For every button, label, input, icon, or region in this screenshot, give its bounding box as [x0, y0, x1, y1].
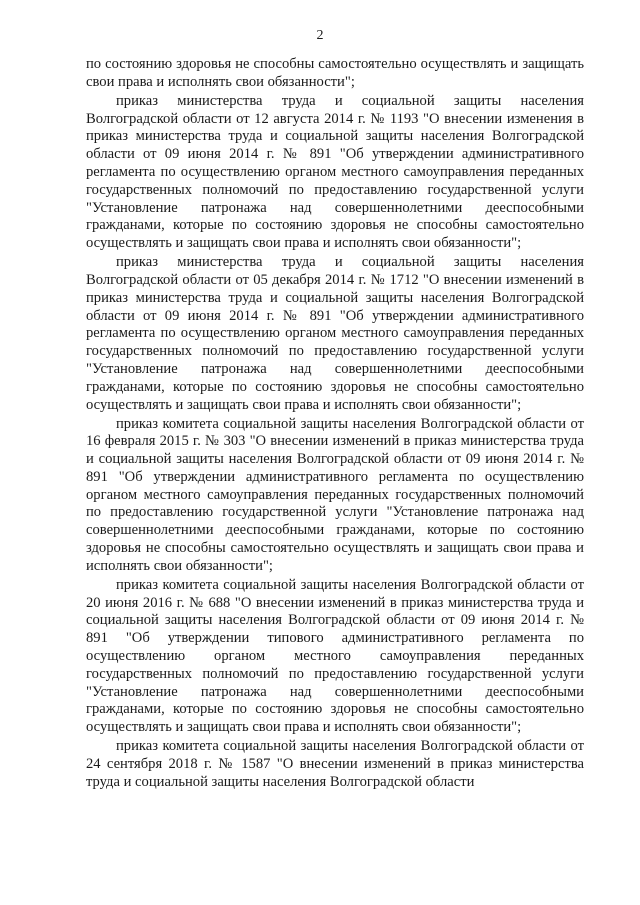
page-number: 2	[316, 28, 324, 43]
paragraph-order-1712: приказ министерства труда и социальной защиты населения Волгоградской области от 05 декабря 2014 г. № 1712 "О внесении изменений в приказ министерства труда и социальной защиты населения Волгоградской области от 09 июня 2014 г. № 891 "Об утверждении административного регламента по осуществлению органом местного самоуправления переданных государственных полномочий по предоставлению государственной услуги "Установление патронажа над совершеннолетними дееспособными гражданами, которые по состоянию здоровья не способны самостоятельно осуществлять и защищать свои права и исполнять свои обязанности";	[86, 254, 584, 413]
paragraph-order-303: приказ комитета социальной защиты населения Волгоградской области от 16 февраля 2015 г. № 303 "О внесении изменений в приказ министерства труда и социальной защиты населения Волгоградской области от 09 июня 2014 г. № 891 "Об утверждении административного регламента по осуществлению органом местного самоуправления переданных государственных полномочий по предоставлению государственной услуги "Установление патронажа над совершеннолетними дееспособными гражданами, которые по состоянию здоровья не способны самостоятельно осуществлять и защищать свои права и исполнять свои обязанности";	[86, 415, 584, 574]
paragraph-order-1193: приказ министерства труда и социальной защиты населения Волгоградской области от 12 августа 2014 г. № 1193 "О внесении изменения в приказ министерства труда и социальной защиты населения Волгоградской области от 09 июня 2014 г. № 891 "Об утверждении административного регламента по осуществлению органом местного самоуправления переданных государственных полномочий по предоставлению государственной услуги "Установление патронажа над совершеннолетними дееспособными гражданами, которые по состоянию здоровья не способны самостоятельно осуществлять и защищать свои права и исполнять свои обязанности";	[86, 92, 584, 252]
document-body	[86, 56, 584, 793]
paragraph-continuation: по состоянию здоровья не способны самостоятельно осуществлять и защищать свои права и исполнять свои обязанности";	[86, 56, 584, 90]
paragraph-order-1587: приказ комитета социальной защиты населения Волгоградской области от 24 сентября 2018 г. № 1587 "О внесении изменений в приказ министерства труда и социальной защиты населения Волгоградской области	[86, 738, 584, 790]
paragraph-order-688: приказ комитета социальной защиты населения Волгоградской области от 20 июня 2016 г. № 688 "О внесении изменений в приказ министерства труда и социальной защиты населения Волгоградской области от 09 июня 2014 г. № 891 "Об утверждении типового административного регламента по осуществлению органом местного самоуправления переданных государственных полномочий по предоставлению государственной услуги "Установление патронажа над совершеннолетними дееспособными гражданами, которые по состоянию здоровья не способны самостоятельно осуществлять и защищать свои права и исполнять свои обязанности";	[86, 576, 584, 736]
